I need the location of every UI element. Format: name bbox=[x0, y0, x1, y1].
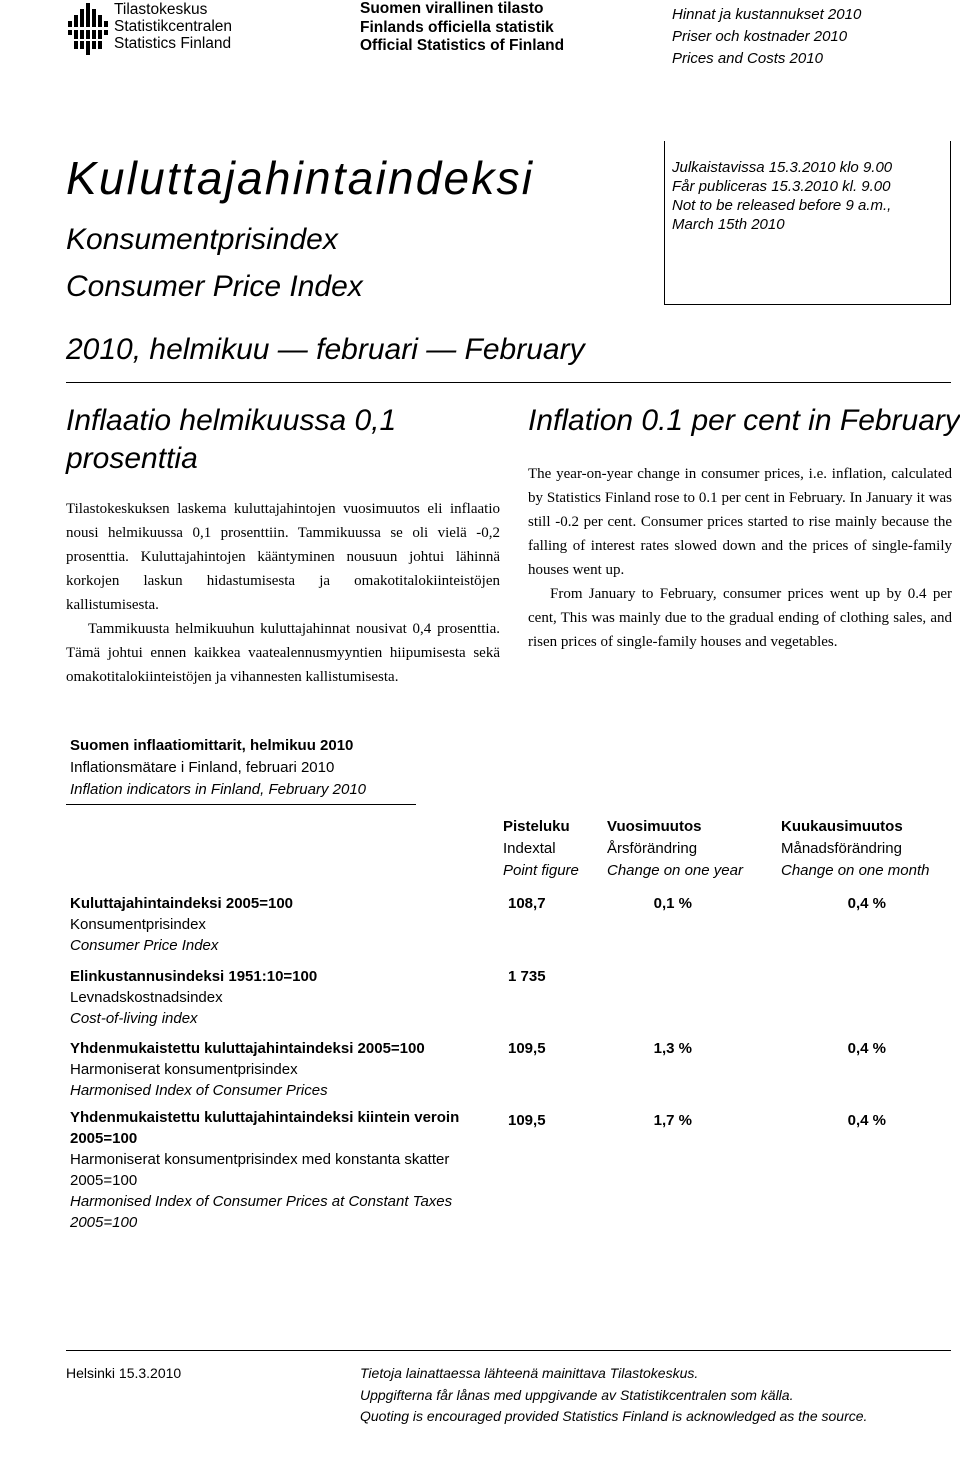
column-header-month-fi: Kuukausimuutos bbox=[781, 818, 903, 835]
release-info bbox=[672, 158, 892, 234]
en-paragraph-1: The year-on-year change in consumer prices, i.e. inflation, calculated by Statistics Finland rose to 0.1 per cent in February. In January it was still -0.2 per cent. Consumer prices started to rise mainly because the falling of interest rates slowed down and the prices of single-family houses went up. bbox=[528, 466, 952, 578]
page-title-sv: Konsumentprisindex bbox=[66, 223, 338, 256]
row-label-fi: Yhdenmukaistettu kuluttajahintaindeksi 2005=100 bbox=[70, 1040, 425, 1057]
table-title-underline bbox=[66, 804, 416, 805]
table-row-label bbox=[70, 1038, 500, 1101]
en-section-body bbox=[528, 462, 952, 654]
release-line-en: Not to be released before 9 a.m., bbox=[672, 197, 892, 214]
official-statistics-fi: Suomen virallinen tilasto bbox=[360, 0, 544, 17]
series-name-en: Prices and Costs 2010 bbox=[672, 50, 823, 67]
row-point-value: 109,5 bbox=[508, 1112, 546, 1129]
row-label-fi: Kuluttajahintaindeksi 2005=100 bbox=[70, 895, 294, 912]
series-name bbox=[672, 4, 861, 70]
series-name-fi: Hinnat ja kustannukset 2010 bbox=[672, 6, 862, 23]
column-header-month bbox=[781, 816, 929, 882]
column-header-year-fi: Vuosimuutos bbox=[607, 818, 702, 835]
row-label-sv: Harmoniserat konsumentprisindex med konstanta skatter 2005=100 bbox=[70, 1151, 450, 1189]
row-label-en: Harmonised Index of Consumer Prices bbox=[70, 1082, 328, 1099]
column-header-year-sv: Årsförändring bbox=[607, 840, 698, 857]
page-title: Kuluttajahintaindeksi bbox=[66, 152, 535, 204]
en-paragraph-2: From January to February, consumer prices went up by 0.4 per cent, This was mainly due to the gradual ending of clothing sales, and risen prices of single-family houses and vegetables. bbox=[528, 586, 952, 650]
table-title-fi: Suomen inflaatiomittarit, helmikuu 2010 bbox=[70, 737, 354, 754]
reference-period: 2010, helmikuu — februari — February bbox=[66, 333, 585, 366]
footer-citation-note bbox=[360, 1363, 867, 1428]
footer-place-date: Helsinki 15.3.2010 bbox=[66, 1365, 182, 1381]
row-year-change: 0,1 % bbox=[653, 895, 692, 912]
table-title-en: Inflation indicators in Finland, February 2010 bbox=[70, 781, 367, 798]
column-header-month-en: Change on one month bbox=[781, 862, 930, 879]
row-point-value: 1 735 bbox=[508, 968, 546, 985]
row-label-en: Consumer Price Index bbox=[70, 937, 219, 954]
row-label-en: Cost-of-living index bbox=[70, 1010, 198, 1027]
release-line-sv: Får publiceras 15.3.2010 kl. 9.00 bbox=[672, 178, 891, 195]
header-divider bbox=[66, 382, 951, 383]
column-header-month-sv: Månadsförändring bbox=[781, 840, 902, 857]
table-title bbox=[70, 735, 366, 801]
official-statistics-sv: Finlands officiella statistik bbox=[360, 18, 554, 36]
row-month-change: 0,4 % bbox=[847, 895, 886, 912]
row-label-sv: Konsumentprisindex bbox=[70, 916, 206, 933]
row-month-change: 0,4 % bbox=[847, 1112, 886, 1129]
table-title-sv: Inflationsmätare i Finland, februari 2010 bbox=[70, 759, 335, 776]
official-statistics bbox=[360, 0, 564, 56]
row-point-value: 108,7 bbox=[508, 895, 546, 912]
row-year-change: 1,7 % bbox=[653, 1112, 692, 1129]
agency-name-sv: Statistikcentralen bbox=[114, 18, 233, 35]
column-header-point-sv: Indextal bbox=[503, 840, 556, 857]
column-header-year bbox=[607, 816, 743, 882]
agency-name-en: Statistics Finland bbox=[114, 35, 232, 52]
series-name-sv: Priser och kostnader 2010 bbox=[672, 28, 848, 45]
row-label-fi: Yhdenmukaistettu kuluttajahintaindeksi kiintein veroin 2005=100 bbox=[70, 1109, 460, 1147]
table-row-label bbox=[70, 1107, 498, 1233]
official-statistics-en: Official Statistics of Finland bbox=[360, 37, 565, 54]
agency-name-fi: Tilastokeskus bbox=[114, 1, 208, 18]
en-section-heading: Inflation 0.1 per cent in February bbox=[528, 404, 960, 437]
column-header-point-en: Point figure bbox=[503, 862, 579, 879]
statistics-finland-logo-icon bbox=[68, 3, 110, 55]
column-header-point-fi: Pisteluku bbox=[503, 818, 570, 835]
column-header-year-en: Change on one year bbox=[607, 862, 743, 879]
footer-divider bbox=[66, 1350, 951, 1351]
row-label-en: Harmonised Index of Consumer Prices at Constant Taxes 2005=100 bbox=[70, 1193, 453, 1231]
row-label-fi: Elinkustannusindeksi 1951:10=100 bbox=[70, 968, 318, 985]
release-line-fi: Julkaistavissa 15.3.2010 klo 9.00 bbox=[672, 159, 893, 176]
footer-note-en: Quoting is encouraged provided Statistics Finland is acknowledged as the source. bbox=[360, 1408, 868, 1424]
fi-section-heading: Inflaatio helmikuussa 0,1 prosenttia bbox=[66, 404, 397, 475]
fi-section-body bbox=[66, 497, 500, 689]
row-point-value: 109,5 bbox=[508, 1040, 546, 1057]
table-row-label bbox=[70, 966, 500, 1029]
page-title-en: Consumer Price Index bbox=[66, 270, 363, 303]
fi-paragraph-1: Tilastokeskuksen laskema kuluttajahintojen vuosimuutos eli inflaatio nousi helmikuussa 0,1 prosenttiin. Tammikuussa se oli vielä -0,2 prosenttia. Kuluttajahintojen kääntyminen nousuun johtui lähinnä korkojen laskun hidastumisesta ja omakotitalokiinteistöjen kallistumisesta. bbox=[66, 501, 500, 613]
fi-paragraph-2: Tammikuusta helmikuuhun kuluttajahinnat nousivat 0,4 prosenttia. Tämä johtui ennen kaikkea vaatealennusmyyntien hiipumisesta sekä omakotitalokiinteistöjen ja vihannesten kallistumisesta. bbox=[66, 621, 500, 685]
row-label-sv: Harmoniserat konsumentprisindex bbox=[70, 1061, 298, 1078]
row-label-sv: Levnadskostnadsindex bbox=[70, 989, 223, 1006]
table-row-label bbox=[70, 893, 500, 956]
column-header-point bbox=[503, 816, 579, 882]
release-line-date: March 15th 2010 bbox=[672, 216, 785, 233]
row-month-change: 0,4 % bbox=[847, 1040, 886, 1057]
footer-note-sv: Uppgifterna får lånas med uppgivande av Statistikcentralen som källa. bbox=[360, 1386, 794, 1403]
row-year-change: 1,3 % bbox=[653, 1040, 692, 1057]
footer-note-fi: Tietoja lainattaessa lähteenä mainittava Tilastokeskus. bbox=[360, 1365, 699, 1381]
agency-name bbox=[114, 1, 232, 52]
